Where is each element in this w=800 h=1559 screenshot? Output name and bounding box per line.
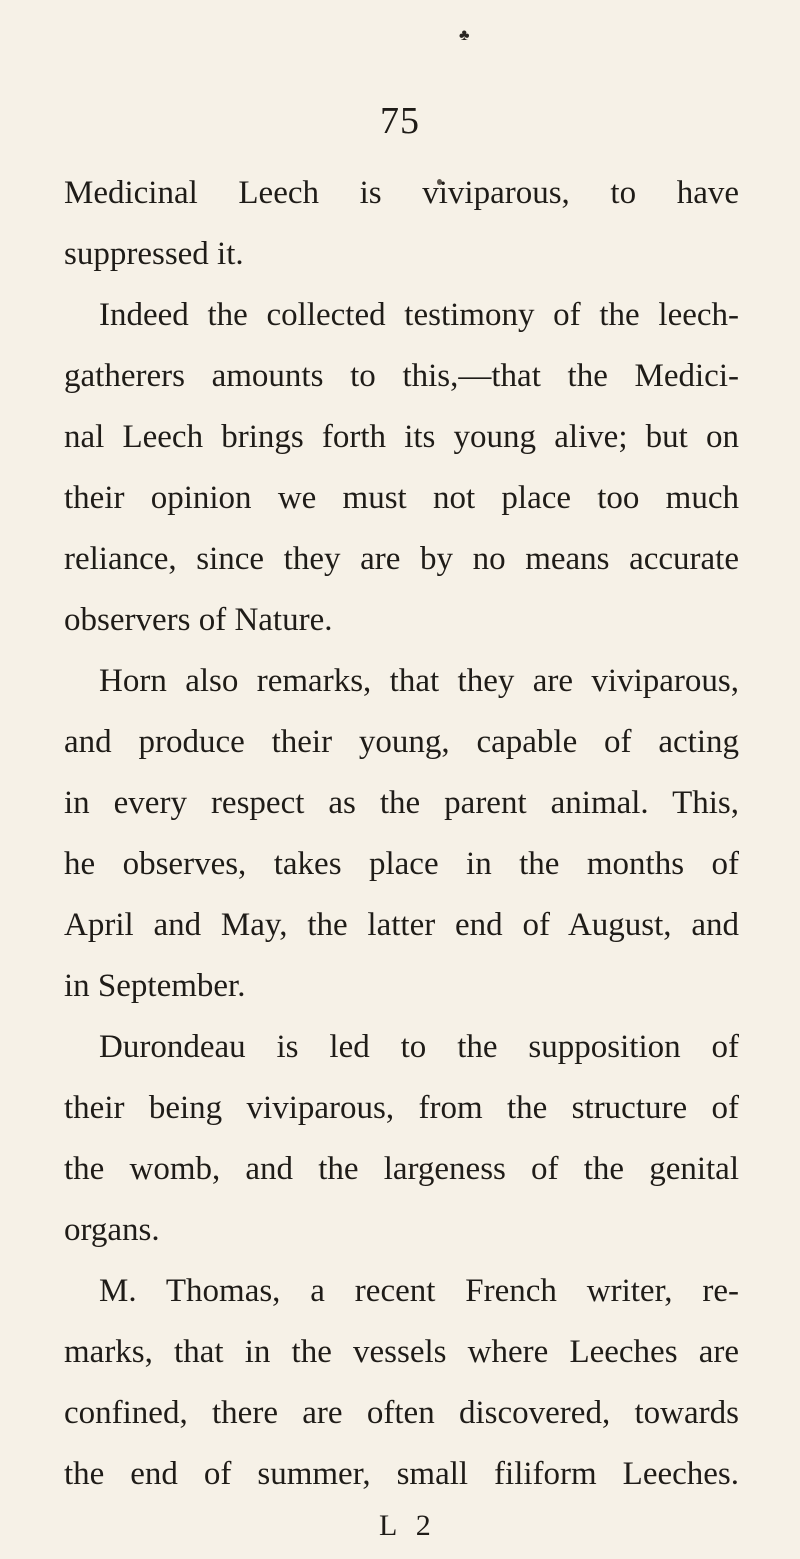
text-line: the end of summer, small filiform Leeches. [64,1456,739,1492]
signature-mark: L 2 [379,1509,437,1542]
text-line: in every respect as the parent animal. This, [64,785,739,821]
text-line: M. Thomas, a recent French writer, re- [99,1273,739,1309]
text-line: the womb, and the largeness of the genital [64,1151,739,1187]
text-line: gatherers amounts to this,—that the Medici- [64,358,739,394]
text-line: Horn also remarks, that they are viviparous, [99,663,739,699]
text-line: marks, that in the vessels where Leeches are [64,1334,739,1370]
text-line: April and May, the latter end of August, and [64,907,739,943]
text-line: in September. [64,968,246,1004]
text-line: Durondeau is led to the supposition of [99,1029,739,1065]
text-line: observers of Nature. [64,602,333,638]
club-ornament-icon: ♣ [459,27,470,44]
text-line: and produce their young, capable of acting [64,724,739,760]
text-line: reliance, since they are by no means accurate [64,541,739,577]
text-line: their being viviparous, from the structure of [64,1090,739,1126]
text-line: Medicinal Leech is viviparous, to have [64,175,739,211]
text-line: their opinion we must not place too much [64,480,739,516]
text-line: Indeed the collected testimony of the leech- [99,297,739,333]
text-line: suppressed it. [64,236,244,272]
text-line: he observes, takes place in the months of [64,846,739,882]
page-number: 75 [380,100,420,142]
text-line: confined, there are often discovered, towards [64,1395,739,1431]
text-line: organs. [64,1212,160,1248]
text-line: nal Leech brings forth its young alive; but on [64,419,739,455]
